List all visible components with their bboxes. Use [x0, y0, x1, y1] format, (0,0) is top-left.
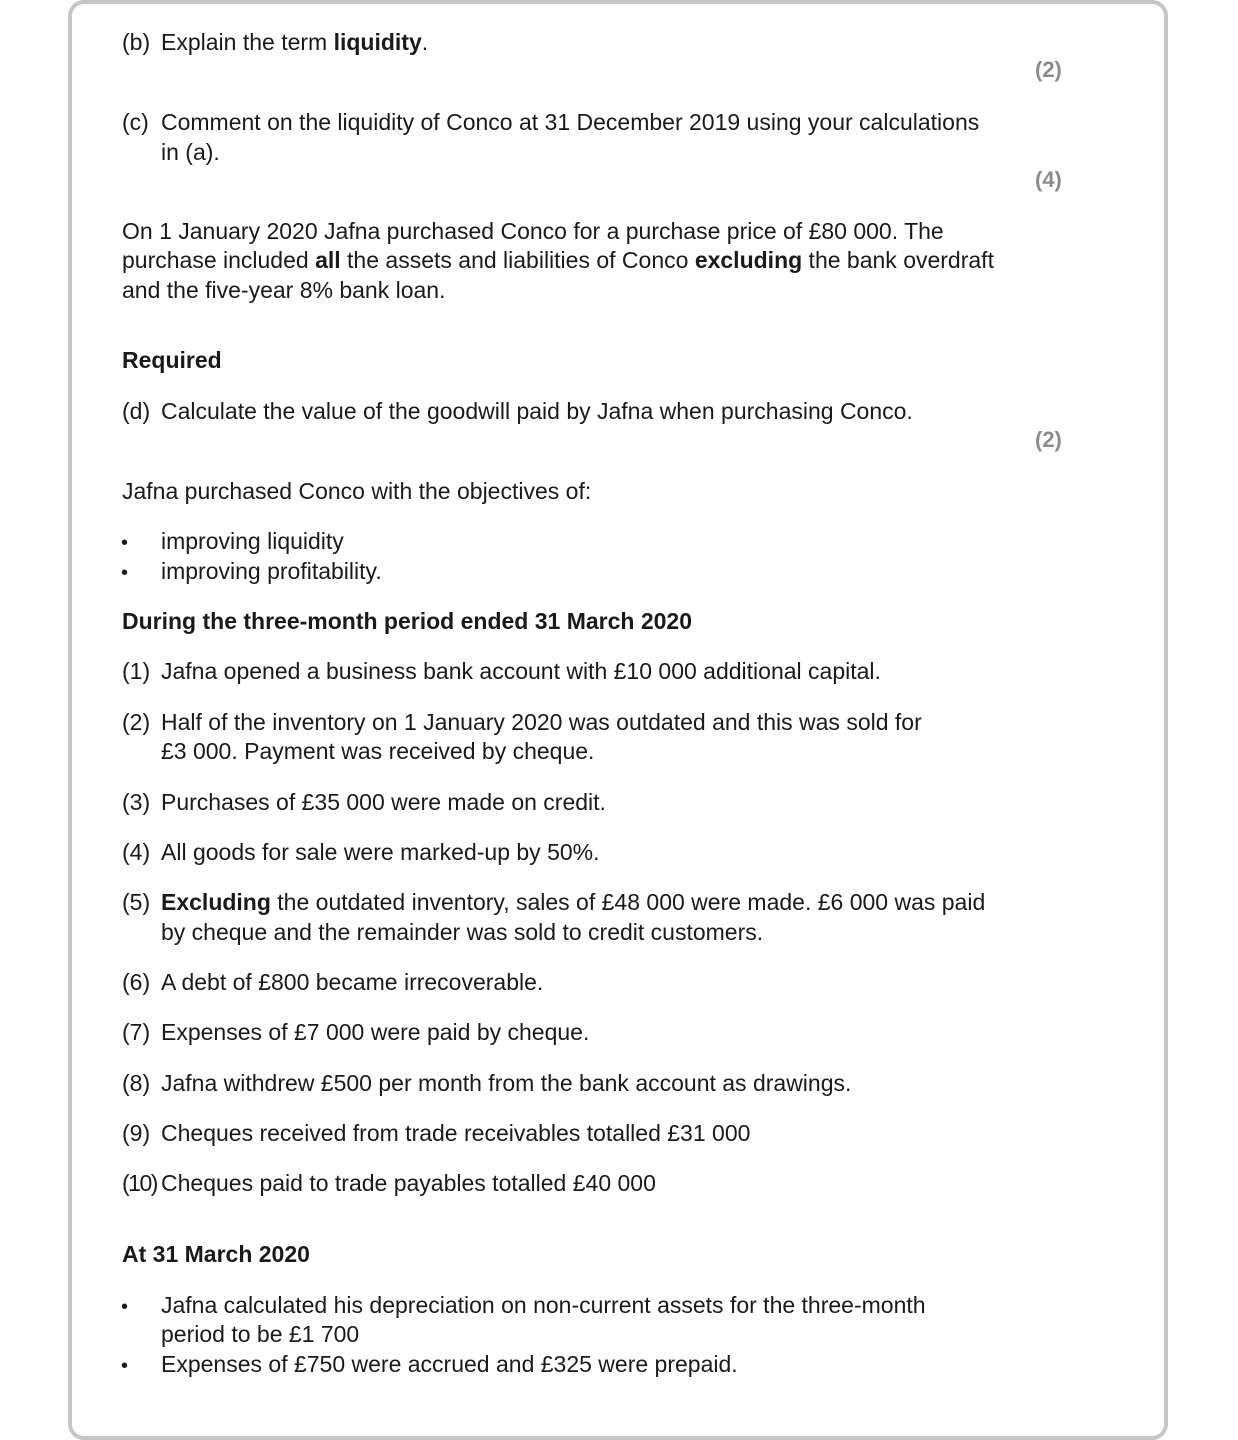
- question-d-label: (d): [122, 398, 151, 424]
- transaction-text: A debt of £800 became irrecoverable.: [161, 969, 544, 995]
- transaction-text: £3 000. Payment was received by cheque.: [161, 738, 595, 764]
- transaction-text: [161, 887, 985, 917]
- purchase-line2-bold-all: all: [315, 247, 341, 273]
- transaction-text: Jafna withdrew £500 per month from the bank account as drawings.: [161, 1070, 852, 1096]
- question-b-marks: (2): [1035, 57, 1062, 82]
- year-end-item: period to be £1 700: [161, 1321, 360, 1347]
- question-b-text: [161, 27, 428, 57]
- transaction-text-rest: the outdated inventory, sales of £48 000 were made. £6 000 was paid: [270, 889, 986, 915]
- objective-bullet: •: [121, 532, 129, 554]
- period-heading: During the three-month period ended 31 March 2020: [122, 608, 692, 634]
- objective-item: improving liquidity: [161, 528, 344, 554]
- transaction-bold-word: Excluding: [161, 889, 271, 915]
- transaction-label: (3): [122, 789, 151, 815]
- year-end-item: Expenses of £750 were accrued and £325 were prepaid.: [161, 1351, 738, 1377]
- transaction-label: (2): [122, 709, 151, 735]
- objective-bullet: •: [121, 562, 129, 584]
- question-b-text-end: .: [421, 29, 429, 55]
- transaction-text: Half of the inventory on 1 January 2020 was outdated and this was sold for: [161, 709, 922, 735]
- question-c-line1: Comment on the liquidity of Conco at 31 December 2019 using your calculations: [161, 109, 980, 135]
- transaction-label: (6): [122, 969, 151, 995]
- transaction-label: (9): [122, 1120, 151, 1146]
- transaction-text: Jafna opened a business bank account with £10 000 additional capital.: [161, 658, 881, 684]
- question-b-label: (b): [122, 29, 151, 55]
- objectives-intro: Jafna purchased Conco with the objectives of:: [122, 478, 592, 504]
- transaction-text: All goods for sale were marked-up by 50%.: [161, 839, 600, 865]
- year-end-bullet: •: [121, 1355, 129, 1377]
- question-b-term: liquidity: [333, 29, 422, 55]
- purchase-line2-part-c: the bank overdraft: [802, 247, 994, 273]
- purchase-line2-part-b: the assets and liabilities of Conco: [340, 247, 695, 273]
- purchase-paragraph-line2: [122, 245, 994, 275]
- transaction-label: (4): [122, 839, 151, 865]
- year-end-item: Jafna calculated his depreciation on non-current assets for the three-month: [161, 1292, 926, 1318]
- transaction-label: (5): [122, 889, 151, 915]
- question-b-text-start: Explain the term: [161, 29, 334, 55]
- required-heading: Required: [122, 347, 222, 373]
- year-end-bullet: •: [121, 1296, 129, 1318]
- transaction-label: (1): [122, 658, 151, 684]
- purchase-line2-part-a: purchase included: [122, 247, 316, 273]
- transaction-text: by cheque and the remainder was sold to credit customers.: [161, 919, 764, 945]
- transaction-text: Purchases of £35 000 were made on credit.: [161, 789, 606, 815]
- purchase-paragraph-line3: and the five-year 8% bank loan.: [122, 277, 446, 303]
- purchase-line2-bold-excluding: excluding: [694, 247, 803, 273]
- question-d-marks: (2): [1035, 427, 1062, 452]
- transaction-text: Expenses of £7 000 were paid by cheque.: [161, 1019, 590, 1045]
- transaction-label: (10): [122, 1170, 157, 1196]
- objective-item: improving profitability.: [161, 558, 382, 584]
- question-d-text: Calculate the value of the goodwill paid by Jafna when purchasing Conco.: [161, 398, 913, 424]
- transaction-text: Cheques paid to trade payables totalled £40 000: [161, 1170, 656, 1196]
- transaction-label: (7): [122, 1019, 151, 1045]
- question-c-marks: (4): [1035, 167, 1062, 192]
- transaction-label: (8): [122, 1070, 151, 1096]
- transaction-text: Cheques received from trade receivables totalled £31 000: [161, 1120, 751, 1146]
- purchase-paragraph-line1: On 1 January 2020 Jafna purchased Conco for a purchase price of £80 000. The: [122, 218, 944, 244]
- year-end-heading: At 31 March 2020: [122, 1241, 310, 1267]
- question-c-line2: in (a).: [161, 139, 220, 165]
- question-c-label: (c): [122, 109, 149, 135]
